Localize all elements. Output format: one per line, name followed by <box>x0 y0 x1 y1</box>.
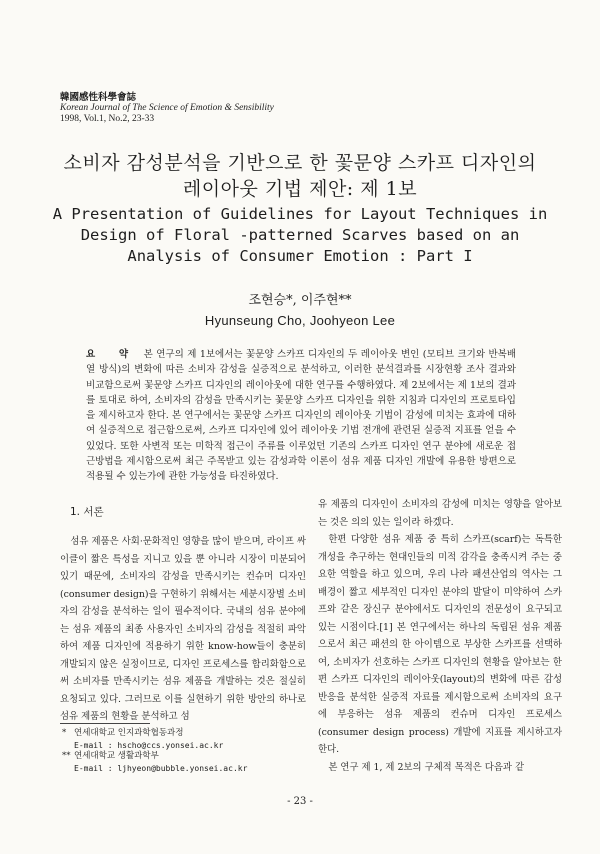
journal-header <box>60 92 360 125</box>
authors-korean: 조현승*, 이주현** <box>248 293 352 308</box>
body-paragraph: 한편 다양한 섬유 제품 중 특히 스카프(scarf)는 독특한 개성을 추구하는 현대인들의 미적 감각을 충족시켜 주는 중요한 역할을 하고 있으며, 우리 나라 패션산업의 역사는 그 배경이 짧고 세부적인 디자인 분야의 발달이 미약하여 스카프와 같은 장신구 분야에서도 디자인의 전문성이 요구되고 있는 시점이다.[1] 본 연구에서는 하나의 독립된 섬유 제품으로서 최근 패션의 한 아이템으로 부상한 스카프를 선택하여, 소비자가 선호하는 스카프 디자인의 현황을 알아보는 한편 스카프 디자인의 레이아웃(layout)의 변화에 따른 감성반응을 분석한 실증적 자료를 제시함으로써 소비자의 요구에 부응하는 섬유 제품의 컨슈머 디자인 프로세스(consumer design process) 개발에 지표를 제시하고자 한다. <box>318 534 562 755</box>
authors-english: Hyunseung Cho, Joohyeon Lee <box>204 313 396 328</box>
abstract <box>86 347 516 485</box>
title-en-line: A Presentation of Guidelines for Layout Techniques in <box>52 205 548 223</box>
body-paragraph: 섬유 제품은 사회·문화적인 영향을 많이 받으며, 라이프 싸이클이 짧은 특성을 지니고 있을 뿐 아니라 시장이 미분되어 있기 때문에, 소비자의 감성을 만족시키는 컨슈머 디자인(consumer design)을 구현하기 위해서는 세분시장별 소비자의 감성을 분석하는 일이 필수적이다. 국내의 섬유 분야에는 섬유 제품의 최종 사용자인 소비자의 감성을 적절히 파악하여 제품 디자인에 적용하기 위한 know-how들이 충분히 개발되지 않은 실정이므로, 디자인 프로세스를 합리화함으로써 소비자를 만족시키는 섬유 제품을 개발하는 것은 절실히 요청되고 있다. 그러므로 이를 실현하기 위한 방안의 하나로 섬유 제품의 현황을 분석하고 섬 <box>60 536 306 722</box>
right-column <box>318 496 562 776</box>
footnote-mark: * <box>62 728 67 738</box>
journal-name-korean: 韓國感性科學會誌 <box>60 92 137 103</box>
abstract-text: 본 연구의 제 1보에서는 꽃문양 스카프 디자인의 두 레이아웃 변인 (모티브 크기와 반복배열 방식)의 변화에 따른 소비자 감성을 실증적으로 분석하고, 이러한 분석결과를 시장현황 조사 결과와 비교함으로써 꽃문양 스카프 디자인의 레이아웃에 대한 연구를 수행하였다. 제 2보에서는 제 1보의 결과를 토대로 하여, 소비자의 감성을 만족시키는 꽃문양 스카프 디자인을 위한 지침과 디자인의 프로토타입을 제시하고자 한다. 본 연구에서는 꽃문양 스카프 디자인의 레이아웃 기법이 감성에 미치는 효과에 대하여 실증적으로 접근함으로써, 스카프 디자인에 있어 레이아웃 기법 전개에 관련된 실증적 지표를 얻을 수 있었다. 또한 사변적 또는 미학적 접근이 주류를 이루었던 기존의 스카프 디자인 연구 분야에 새로운 접근방법을 제시함으로써 최근 주목받고 있는 감성과학 이론이 섬유 제품 디자인 개발에 유용한 방편으로 적용될 수 있는가에 관한 가능성을 타진하였다. <box>86 349 516 483</box>
abstract-label: 요 약 <box>86 349 139 360</box>
footnote-affiliation-text: 연세대학교 인지과학협동과정 <box>74 728 184 738</box>
journal-name-english: Korean Journal of The Science of Emotion & Sensibility <box>60 103 274 113</box>
footnote-email[interactable]: E-mail : hscho@ccs.yonsei.ac.kr <box>74 740 224 750</box>
page-number: - 23 - <box>287 796 313 807</box>
section-title-introduction: 1. 서론 <box>70 506 104 518</box>
title-kr-line: 소비자 감성분석을 기반으로 한 꽃문양 스카프 디자인의 <box>63 152 537 174</box>
body-paragraph: 유 제품의 디자인이 소비자의 감성에 미치는 영향을 알아보는 것은 의의 있는 일이라 하겠다. <box>318 499 562 528</box>
footnote-affiliation <box>62 728 302 740</box>
title-kr-line: 레이아웃 기법 제안: 제 1보 <box>182 178 418 200</box>
footnote-divider <box>60 723 150 724</box>
footnote-affiliation-text: 연세대학교 생활과학부 <box>74 751 159 761</box>
title-en-line: Design of Floral -patterned Scarves based on an <box>80 226 520 244</box>
left-column <box>60 505 306 726</box>
footnote-affiliation <box>62 751 302 763</box>
footnote-mark: ** <box>62 751 71 761</box>
journal-volume-line: 1998, Vol.1, No.2, 23-33 <box>60 114 155 124</box>
title-en-line: Analysis of Consumer Emotion : Part I <box>127 247 473 265</box>
body-paragraph: 본 연구 제 1, 제 2보의 구체적 목적은 다음과 같 <box>328 761 525 773</box>
footnotes <box>62 728 302 774</box>
footnote-email[interactable]: E-mail : ljhyeon@bubble.yonsei.ac.kr <box>74 763 248 773</box>
paper-title-english <box>40 204 560 267</box>
paper-title-korean <box>40 150 560 202</box>
